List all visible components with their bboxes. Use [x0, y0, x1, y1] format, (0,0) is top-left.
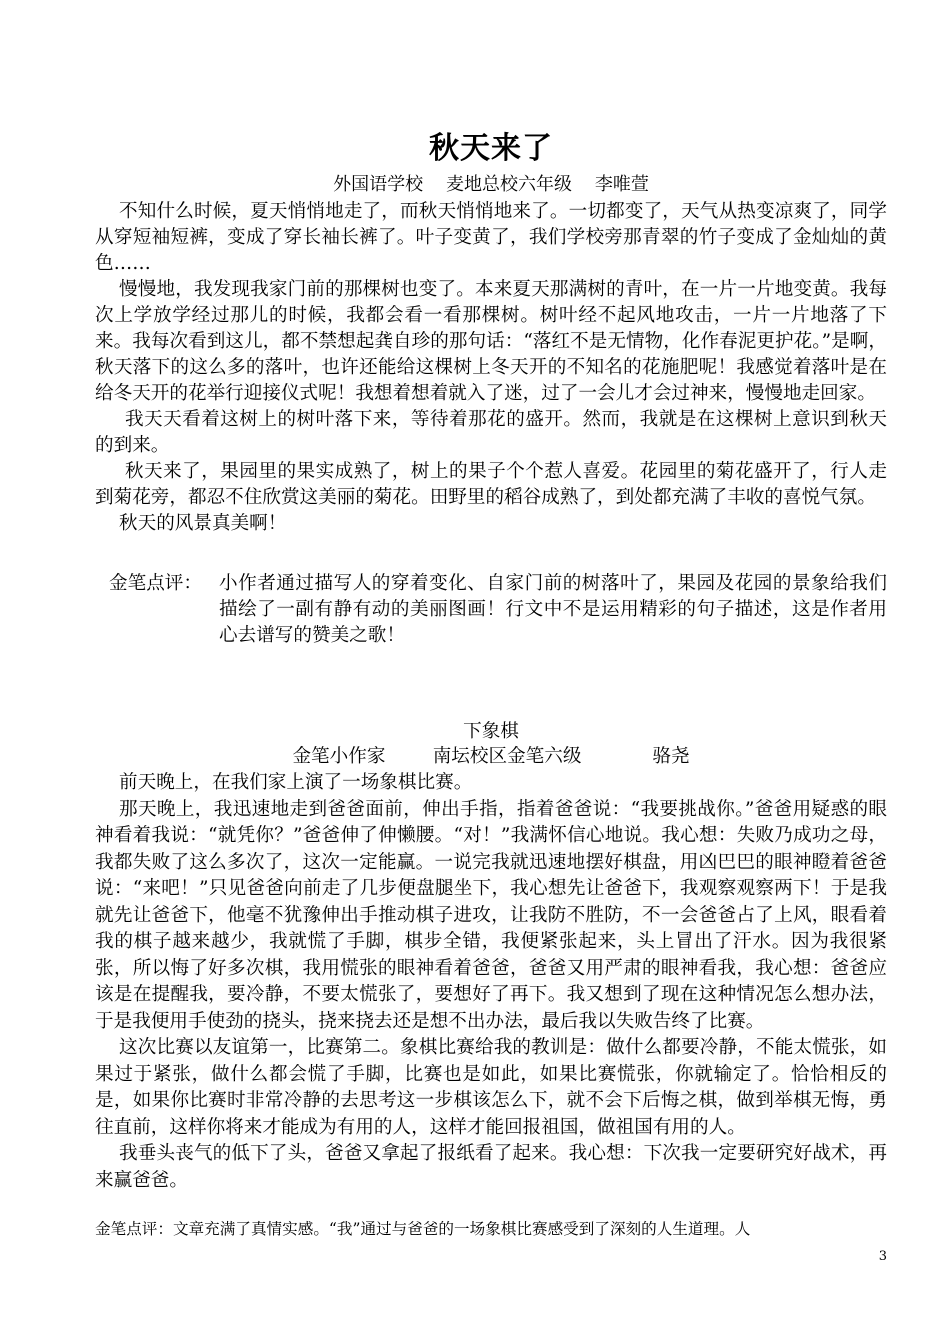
- teacher-comment: 金笔点评：文章充满了真情实感。“我”通过与爸爸的一场象棋比赛感受到了深刻的人生道理。人: [95, 1220, 751, 1238]
- paragraph: 我天天看着这树上的树叶落下来，等待着那花的盛开。然而，我就是在这棵树上意识到秋天的到来。: [95, 409, 887, 456]
- document-page: [95, 0, 887, 1344]
- article-title: 秋天来了: [429, 131, 553, 166]
- teacher-comment: [109, 571, 887, 649]
- comment-label: 金笔点评：: [109, 573, 202, 594]
- paragraph: 秋天的风景真美啊！: [119, 513, 287, 534]
- paragraph: 前天晚上，在我们家上演了一场象棋比赛。: [119, 772, 473, 793]
- article-byline: 外国语学校 麦地总校六年级 李唯萱: [333, 174, 649, 195]
- paragraph: 这次比赛以友谊第一，比赛第二。象棋比赛给我的教训是：做什么都要冷静，不能太慌张，如果过于紧张，做什么都会慌了手脚，比赛也是如此，如果比赛慌张，你就输定了。恰恰相反的是，如果你比赛时非常冷静的去思考这一步棋该怎么下，就不会下后悔之棋，做到举棋无悔，勇往直前，这样你将来才能成为有用的人，这样才能回报祖国，做祖国有用的人。: [95, 1037, 887, 1138]
- article-title: 下象棋: [463, 721, 519, 742]
- paragraph: 我垂头丧气的低下了头，爸爸又拿起了报纸看了起来。我心想：下次我一定要研究好战术，再来赢爸爸。: [95, 1143, 887, 1191]
- paragraph: 秋天来了，果园里的果实成熟了，树上的果子个个惹人喜爱。花园里的菊花盛开了，行人走到菊花旁，都忍不住欣赏这美丽的菊花。田野里的稻谷成熟了，到处都充满了丰收的喜悦气氛。: [95, 461, 887, 508]
- page-number: 3: [878, 1249, 887, 1264]
- article-body: [95, 770, 887, 1194]
- article-body: [95, 199, 887, 537]
- paragraph: 慢慢地，我发现我家门前的那棵树也变了。本来夏天那满树的青叶，在一片一片地变黄。我每次上学放学经过那儿的时候，我都会看一看那棵树。树叶经不起风地攻击，一片一片地落了下来。我每次看到这儿，都不禁想起龚自珍的那句话：“落红不是无情物，化作春泥更护花。”是啊，秋天落下的这么多的落叶，也许还能给这棵树上冬天开的不知名的花施肥呢！我感觉着落叶是在给冬天开的花举行迎接仪式呢！我想着想着就入了迷，过了一会儿才会过神来，慢慢地走回家。: [95, 279, 887, 404]
- comment-text: 小作者通过描写人的穿着变化、自家门前的树落叶了，果园及花园的景象给我们描绘了一副有静有动的美丽图画！行文中不是运用精彩的句子描述，这是作者用心去谱写的赞美之歌！: [219, 573, 887, 646]
- paragraph: 那天晚上，我迅速地走到爸爸面前，伸出手指，指着爸爸说：“我要挑战你。”爸爸用疑惑的眼神看着我说：“就凭你？”爸爸伸了伸懒腰。“对！”我满怀信心地说。我心想：失败乃成功之母，我都失败了这么多次了，这次一定能赢。一说完我就迅速地摆好棋盘，用凶巴巴的眼神瞪着爸爸说：“来吧！”只见爸爸向前走了几步便盘腿坐下，我心想先让爸爸下，我观察观察两下！于是我就先让爸爸下，他毫不犹豫伸出手推动棋子进攻，让我防不胜防，不一会爸爸占了上风，眼看着我的棋子越来越少，我就慌了手脚，棋步全错，我便紧张起来，头上冒出了汗水。因为我很紧张，所以悔了好多次棋，我用慌张的眼神看着爸爸，爸爸又用严肃的眼神看我，我心想：爸爸应该是在提醒我，要冷静，不要太慌张了，要想好了再下。我又想到了现在这种情况怎么想办法，于是我便用手使劲的挠头，挠来挠去还是想不出办法，最后我以失败告终了比赛。: [95, 798, 887, 1032]
- article-byline: 金笔小作家 南坛校区金笔六级 骆尧: [292, 746, 690, 767]
- paragraph: 不知什么时候，夏天悄悄地走了，而秋天悄悄地来了。一切都变了，天气从热变凉爽了，同学从穿短袖短裤，变成了穿长袖长裤了。叶子变黄了，我们学校旁那青翠的竹子变成了金灿灿的黄色……: [95, 201, 887, 274]
